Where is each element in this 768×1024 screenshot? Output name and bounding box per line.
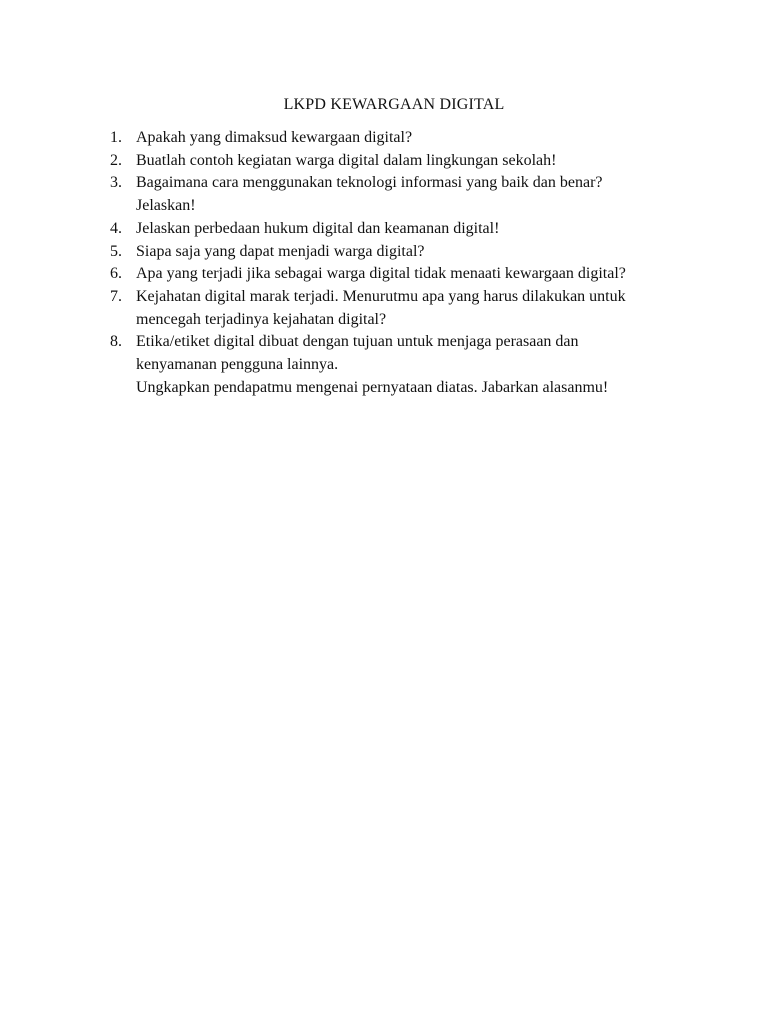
question-text bbox=[136, 263, 710, 286]
question-number: 6. bbox=[110, 265, 122, 283]
question-text bbox=[136, 286, 710, 331]
question-text bbox=[136, 241, 710, 264]
question-number: 2. bbox=[110, 151, 122, 169]
question-line: Ungkapkan pendapatmu mengenai pernyataan diatas. Jabarkan alasanmu! bbox=[136, 378, 609, 396]
question-text bbox=[136, 127, 710, 150]
question-item-7 bbox=[110, 286, 710, 331]
question-line: Apa yang terjadi jika sebagai warga digital tidak menaati kewargaan digital? bbox=[136, 265, 626, 283]
question-number: 1. bbox=[110, 129, 122, 146]
question-text bbox=[136, 150, 710, 173]
question-number: 7. bbox=[110, 287, 122, 305]
question-item-1 bbox=[110, 127, 710, 150]
question-line: Siapa saja yang dapat menjadi warga digital? bbox=[136, 242, 425, 260]
question-item-6 bbox=[110, 263, 710, 286]
question-line: Etika/etiket digital dibuat dengan tujuan untuk menjaga perasaan dan bbox=[136, 333, 579, 351]
question-item-5 bbox=[110, 241, 710, 264]
question-line: kenyamanan pengguna lainnya. bbox=[136, 356, 339, 374]
question-line: Kejahatan digital marak terjadi. Menurutmu apa yang harus dilakukan untuk bbox=[136, 287, 626, 305]
question-text bbox=[136, 331, 710, 399]
question-item-4 bbox=[110, 218, 710, 241]
question-number: 3. bbox=[110, 174, 122, 192]
question-number: 8. bbox=[110, 333, 122, 351]
question-item-8 bbox=[110, 331, 710, 399]
question-item-2 bbox=[110, 150, 710, 173]
question-line: Bagaimana cara menggunakan teknologi informasi yang baik dan benar? bbox=[136, 174, 603, 192]
question-line: Jelaskan! bbox=[136, 197, 196, 215]
question-number: 5. bbox=[110, 242, 122, 260]
question-line: Apakah yang dimaksud kewargaan digital? bbox=[136, 129, 413, 146]
document-title: LKPD KEWARGAAN DIGITAL bbox=[283, 96, 505, 113]
question-line: Buatlah contoh kegiatan warga digital dalam lingkungan sekolah! bbox=[136, 151, 557, 169]
question-item-3 bbox=[110, 172, 710, 217]
question-text bbox=[136, 218, 710, 241]
question-line: mencegah terjadinya kejahatan digital? bbox=[136, 310, 387, 328]
question-number: 4. bbox=[110, 219, 122, 237]
question-list bbox=[110, 127, 710, 399]
question-line: Jelaskan perbedaan hukum digital dan keamanan digital! bbox=[136, 219, 500, 237]
question-text bbox=[136, 172, 710, 217]
